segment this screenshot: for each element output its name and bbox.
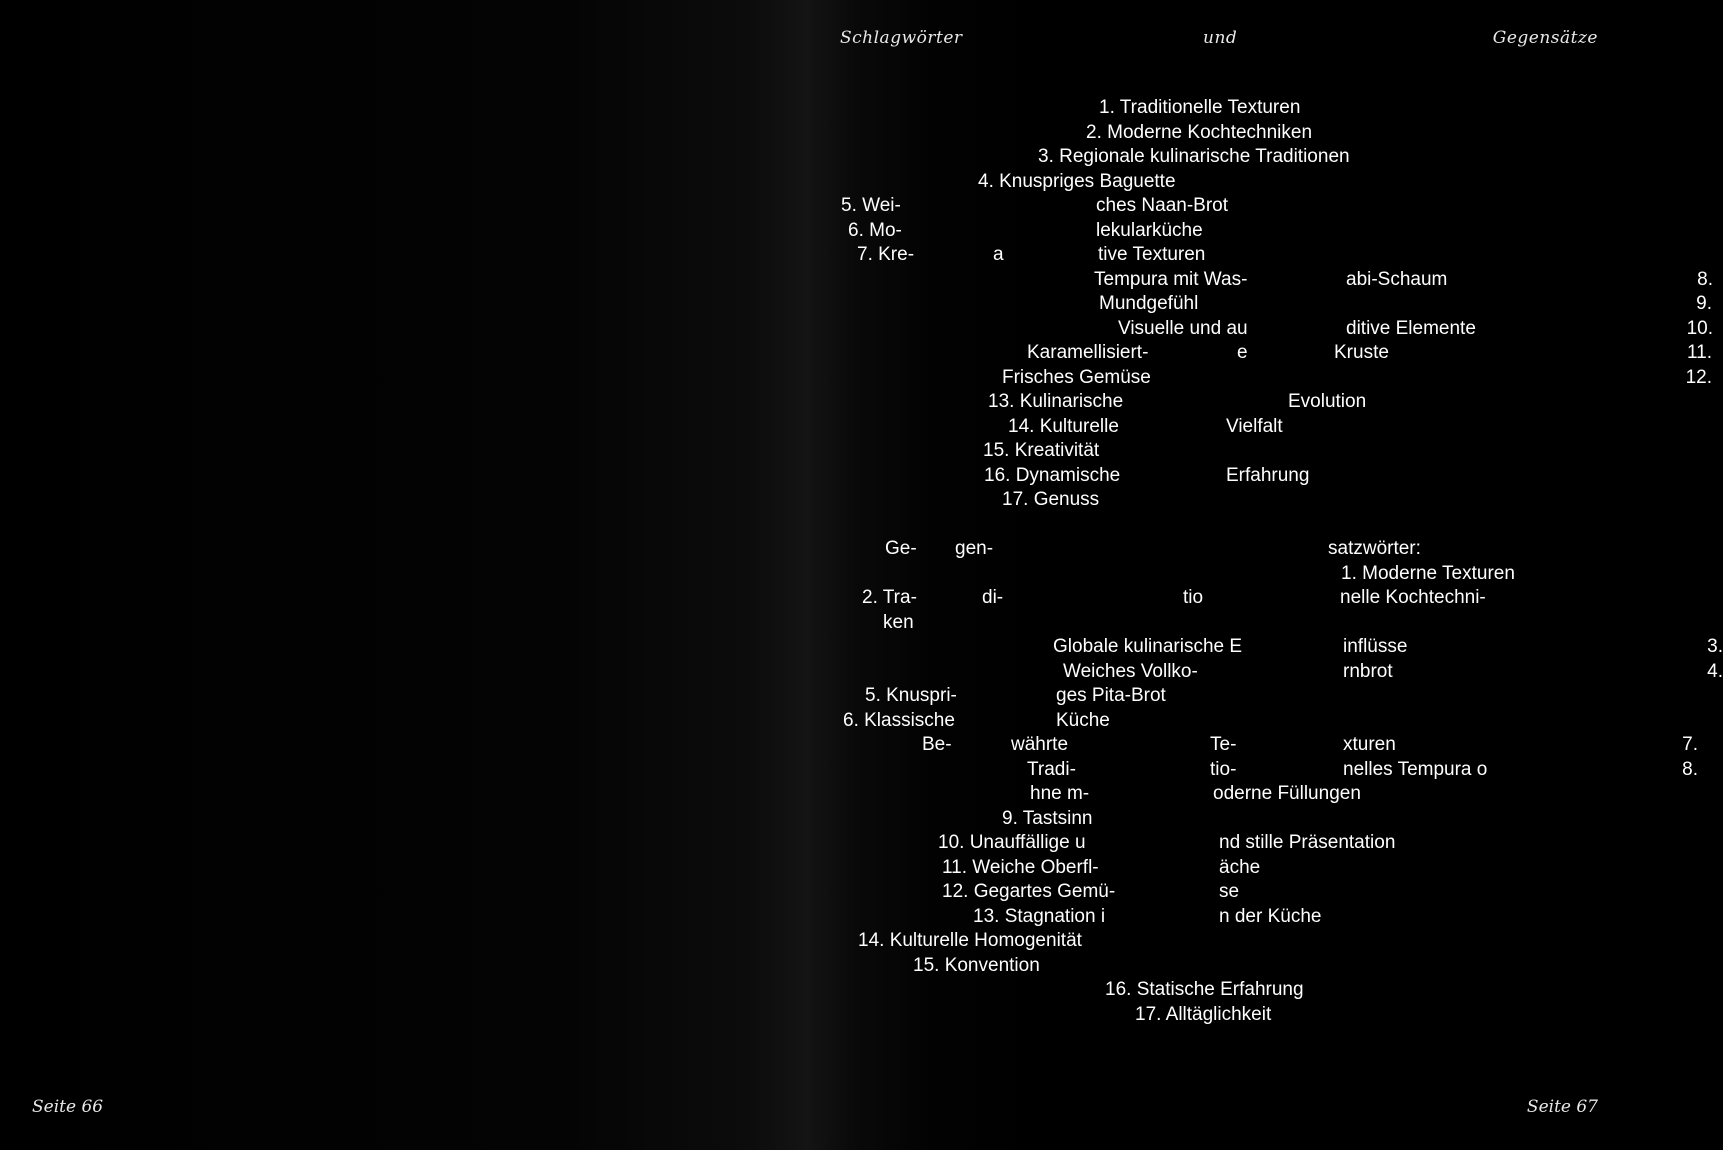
schlagwort-5-b: ches Naan-Brot (1096, 195, 1229, 216)
schlagwort-3: 3. Regionale kulinarische Traditionen (1038, 146, 1350, 167)
schlagwort-4: 4. Knuspriges Baguette (978, 170, 1176, 192)
schlagwort-13-b: Evolution (1288, 391, 1367, 412)
schlagwort-5-a: 5. Wei- (841, 195, 901, 216)
schlagwort-7-b: a (993, 244, 1004, 265)
gegensatz-2-b: di- (982, 587, 1004, 608)
schlagwort-7-c: tive Texturen (1098, 244, 1206, 265)
gegensatz-8-f: oderne Füllungen (1213, 783, 1361, 804)
gegensatz-10-a: 10. Unauffällige u (938, 832, 1086, 853)
schlagwort-8-c: abi-Schaum (1346, 268, 1448, 290)
schlagwort-6-a: 6. Mo- (848, 219, 902, 241)
gegensatz-7-a: 7. (1682, 734, 1698, 755)
running-head-right: Gegensätze (1492, 28, 1598, 48)
gegensatz-7-b: Be- (922, 734, 952, 755)
schlagwort-2: 2. Moderne Kochtechniken (1086, 121, 1313, 143)
gegensatz-8-d: nelles Tempura o (1343, 758, 1488, 780)
gegensatz-3-b: Globale kulinarische E (1053, 636, 1243, 657)
gegensatz-15: 15. Konvention (913, 954, 1040, 976)
gegensatz-4-c: rnbrot (1343, 660, 1393, 682)
schlagwort-11-a: 11. (1686, 342, 1712, 363)
running-head-left: Schlagwörter (840, 28, 963, 48)
gegensatz-heading-b: gen- (955, 538, 994, 559)
schlagwort-13-a: 13. Kulinarische (988, 391, 1124, 412)
gegensatz-11-a: 11. Weiche Oberfl- (942, 856, 1099, 878)
gegensatz-7-c: währte (1011, 734, 1069, 755)
gegensatz-heading-a: Ge- (885, 538, 917, 559)
schlagwort-8-a: 8. (1697, 268, 1713, 290)
gegensatz-17: 17. Alltäglichkeit (1135, 1003, 1272, 1025)
gegensatz-7-d: Te- (1210, 734, 1237, 755)
gegensatz-10-b: nd stille Präsentation (1219, 832, 1396, 853)
gegensatz-8-e: hne m- (1030, 783, 1090, 804)
schlagwort-10-c: ditive Elemente (1346, 317, 1476, 339)
schlagwort-11-d: Kruste (1334, 342, 1389, 363)
gegensatz-heading-c: satzwörter: (1328, 538, 1421, 559)
schlagwort-9-b: Mundgefühl (1099, 293, 1199, 314)
gegensatz-12-a: 12. Gegartes Gemü- (942, 881, 1116, 902)
schlagwort-11-c: e (1237, 342, 1248, 363)
schlagwort-12-a: 12. (1685, 366, 1712, 388)
gegensatz-6-a: 6. Klassische (843, 709, 955, 731)
gegensatz-8-b: Tradi- (1027, 758, 1076, 780)
gegensatz-13-a: 13. Stagnation i (973, 905, 1106, 927)
gegensatz-12-b: se (1219, 881, 1240, 902)
schlagwort-11-b: Karamellisiert- (1027, 342, 1149, 363)
schlagwort-14-a: 14. Kulturelle (1008, 415, 1119, 437)
gegensatz-4-a: 4. (1707, 660, 1723, 682)
gegensatz-7-e: xturen (1343, 734, 1396, 755)
schlagwort-6-b: lekularküche (1096, 219, 1203, 241)
running-head-center: und (1203, 28, 1238, 48)
gegensatz-2-c: tio (1183, 587, 1204, 608)
gegensatz-11-b: äche (1219, 856, 1261, 878)
gegensatz-5-a: 5. Knuspri- (865, 685, 957, 706)
schlagwort-12-b: Frisches Gemüse (1002, 366, 1151, 388)
gegensatz-13-b: n der Küche (1219, 905, 1322, 927)
gegensatz-14: 14. Kulturelle Homogenität (858, 930, 1082, 951)
gegensatz-8-a: 8. (1682, 758, 1698, 780)
gegensatz-16: 16. Statische Erfahrung (1105, 979, 1304, 1000)
gegensatz-8-c: tio- (1210, 758, 1237, 780)
schlagwort-16-a: 16. Dynamische (984, 464, 1121, 486)
schlagwort-15: 15. Kreativität (983, 440, 1100, 461)
schlagwort-7-a: 7. Kre- (857, 244, 915, 265)
gegensatz-4-b: Weiches Vollko- (1063, 660, 1198, 682)
gegensatz-5-b: ges Pita-Brot (1056, 685, 1166, 706)
schlagwort-14-b: Vielfalt (1226, 415, 1283, 437)
gegensatz-2-e: ken (883, 611, 914, 633)
schlagwort-17: 17. Genuss (1002, 489, 1100, 510)
schlagwort-16-b: Erfahrung (1226, 464, 1310, 486)
page-number-left: Seite 66 (32, 1097, 104, 1117)
gegensatz-3-a: 3. (1707, 636, 1723, 657)
schlagwort-10-a: 10. (1686, 317, 1713, 339)
gegensatz-9: 9. Tastsinn (1002, 807, 1093, 829)
gegensatz-2-a: 2. Tra- (862, 587, 917, 608)
schlagwort-10-b: Visuelle und au (1118, 317, 1248, 339)
gegensatz-3-c: inflüsse (1343, 636, 1408, 657)
gegensatz-2-d: nelle Kochtechni- (1340, 587, 1486, 608)
page-number-right: Seite 67 (1526, 1097, 1598, 1117)
right-page (807, 0, 1723, 1150)
schlagwort-9-a: 9. (1696, 293, 1712, 314)
left-page (0, 0, 807, 1150)
schlagwort-1: 1. Traditionelle Texturen (1099, 97, 1301, 118)
gegensatz-6-b: Küche (1056, 709, 1110, 731)
schlagwort-8-b: Tempura mit Was- (1094, 268, 1248, 290)
gegensatz-1: 1. Moderne Texturen (1341, 562, 1515, 584)
